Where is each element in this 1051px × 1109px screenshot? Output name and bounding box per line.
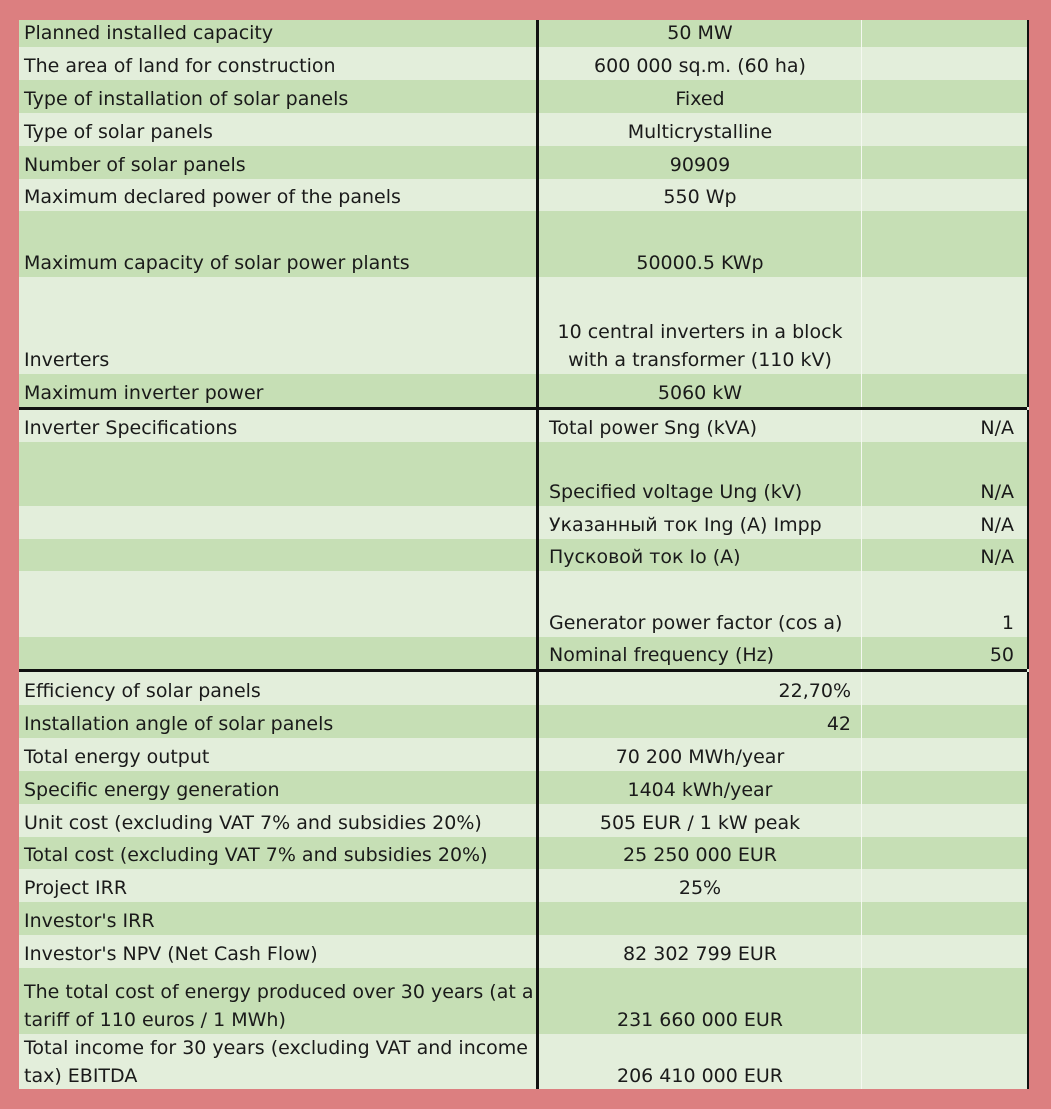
table-row xyxy=(19,539,1029,571)
empty-cell xyxy=(861,935,1027,968)
table-row xyxy=(19,506,1029,539)
row-value xyxy=(536,277,861,374)
empty-cell xyxy=(19,442,536,506)
empty-cell xyxy=(861,672,1027,705)
table-row xyxy=(19,442,1029,506)
spreadsheet-table xyxy=(19,20,1029,1089)
table-row xyxy=(19,179,1029,211)
value-line: 10 central inverters in a block xyxy=(557,321,843,343)
row-value: 22,70% xyxy=(536,672,861,705)
param-value: N/A xyxy=(861,506,1027,539)
empty-cell xyxy=(19,506,536,539)
row-value: 25% xyxy=(536,869,861,902)
label-line: tariff of 110 euros / 1 MWh) xyxy=(24,1009,286,1031)
param-label: Generator power factor (cos a) xyxy=(536,571,861,637)
table-row xyxy=(19,968,1029,1034)
param-label: Specified voltage Ung (kV) xyxy=(536,442,861,506)
row-value: 1404 kWh/year xyxy=(536,771,861,804)
table-row xyxy=(19,277,1029,374)
empty-cell xyxy=(19,539,536,571)
row-value: 550 Wp xyxy=(536,179,861,211)
param-label: Указанный ток Ing (A) Impp xyxy=(536,506,861,539)
empty-cell xyxy=(861,113,1027,146)
table-row xyxy=(19,869,1029,902)
param-value: N/A xyxy=(861,539,1027,571)
table-row xyxy=(19,672,1029,705)
row-value: 231 660 000 EUR xyxy=(536,968,861,1034)
table-row xyxy=(19,47,1029,80)
empty-cell xyxy=(861,968,1027,1034)
row-label: Maximum inverter power xyxy=(24,382,264,404)
param-value: 1 xyxy=(861,571,1027,637)
row-value: 50 MW xyxy=(536,20,861,47)
table-row xyxy=(19,637,1029,669)
table-row xyxy=(19,374,1029,407)
table-row xyxy=(19,146,1029,179)
row-label xyxy=(19,968,536,1034)
empty-cell xyxy=(861,738,1027,771)
table-row xyxy=(19,705,1029,738)
row-value: 505 EUR / 1 kW peak xyxy=(536,804,861,837)
row-label: Project IRR xyxy=(24,877,128,899)
row-label: Planned installed capacity xyxy=(24,22,274,44)
row-label: Specific energy generation xyxy=(24,779,280,801)
param-value: N/A xyxy=(861,410,1027,442)
param-value: 50 xyxy=(861,637,1027,669)
row-value: 600 000 sq.m. (60 ha) xyxy=(536,47,861,80)
row-value: 206 410 000 EUR xyxy=(536,1034,861,1089)
label-line: Total income for 30 years (excluding VAT and income xyxy=(24,1037,529,1059)
row-value: 90909 xyxy=(536,146,861,179)
row-value: 5060 kW xyxy=(536,374,861,407)
param-value: N/A xyxy=(861,442,1027,506)
empty-cell xyxy=(861,47,1027,80)
empty-cell xyxy=(861,1034,1027,1089)
row-label: Number of solar panels xyxy=(24,154,246,176)
table-row xyxy=(19,738,1029,771)
row-label: Investor's IRR xyxy=(24,910,155,932)
table-row xyxy=(19,113,1029,146)
row-label: Investor's NPV (Net Cash Flow) xyxy=(24,943,318,965)
row-label xyxy=(19,1034,536,1089)
empty-cell xyxy=(861,374,1027,407)
param-label: Total power Sng (kVA) xyxy=(536,410,861,442)
row-label: Unit cost (excluding VAT 7% and subsidies 20%) xyxy=(24,812,482,834)
row-value: 42 xyxy=(536,705,861,738)
row-label: Inverters xyxy=(24,349,110,371)
empty-cell xyxy=(861,211,1027,277)
row-value xyxy=(536,902,861,935)
row-label: Total cost (excluding VAT 7% and subsidies 20%) xyxy=(24,844,488,866)
row-label: The area of land for construction xyxy=(24,55,336,77)
empty-cell xyxy=(19,637,536,669)
table-row xyxy=(19,804,1029,837)
empty-cell xyxy=(861,869,1027,902)
empty-cell xyxy=(861,902,1027,935)
row-label: Installation angle of solar panels xyxy=(24,713,334,735)
table-row xyxy=(19,211,1029,277)
table-row xyxy=(19,902,1029,935)
row-label: Type of solar panels xyxy=(24,121,213,143)
row-value: 82 302 799 EUR xyxy=(536,935,861,968)
param-label: Пусковой ток Io (A) xyxy=(536,539,861,571)
empty-cell xyxy=(861,771,1027,804)
table-row xyxy=(19,571,1029,637)
row-label: Total energy output xyxy=(24,746,210,768)
row-label: Efficiency of solar panels xyxy=(24,680,261,702)
table-row xyxy=(19,837,1029,869)
empty-cell xyxy=(861,80,1027,113)
row-label: Inverter Specifications xyxy=(24,417,238,439)
row-value: 50000.5 KWp xyxy=(536,211,861,277)
row-label: Maximum capacity of solar power plants xyxy=(24,252,410,274)
param-label: Nominal frequency (Hz) xyxy=(536,637,861,669)
empty-cell xyxy=(861,179,1027,211)
label-line: The total cost of energy produced over 30 years (at a xyxy=(24,981,534,1003)
empty-cell xyxy=(861,804,1027,837)
empty-cell xyxy=(861,277,1027,374)
row-label: Type of installation of solar panels xyxy=(24,88,349,110)
table-row xyxy=(19,935,1029,968)
empty-cell xyxy=(861,837,1027,869)
empty-cell xyxy=(19,571,536,637)
empty-cell xyxy=(861,146,1027,179)
row-label: Maximum declared power of the panels xyxy=(24,186,401,208)
table-row xyxy=(19,771,1029,804)
value-line: with a transformer (110 kV) xyxy=(568,349,832,371)
row-value: Fixed xyxy=(536,80,861,113)
row-value: 70 200 MWh/year xyxy=(536,738,861,771)
table-row xyxy=(19,410,1029,442)
table-row xyxy=(19,20,1029,47)
label-line: tax) EBITDA xyxy=(24,1065,138,1087)
table-row xyxy=(19,80,1029,113)
empty-cell xyxy=(861,705,1027,738)
table-row xyxy=(19,1034,1029,1089)
row-value: 25 250 000 EUR xyxy=(536,837,861,869)
empty-cell xyxy=(861,20,1027,47)
row-value: Multicrystalline xyxy=(536,113,861,146)
